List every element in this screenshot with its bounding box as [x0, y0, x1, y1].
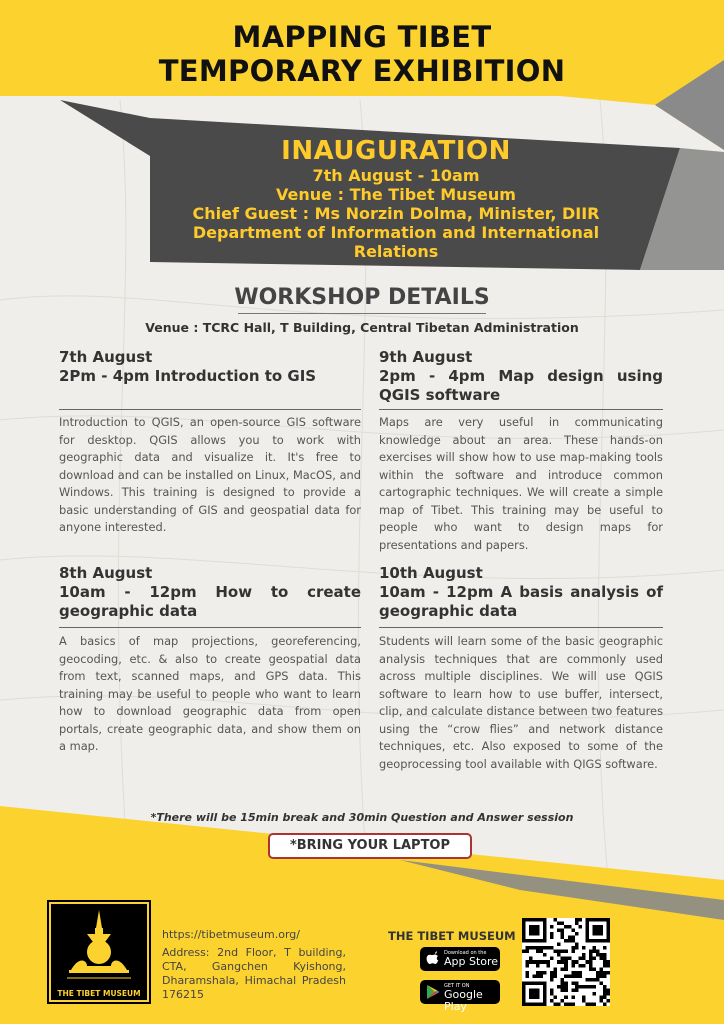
- session-topic: 2pm - 4pm Map design using QGIS software: [379, 367, 663, 404]
- title-line-2: TEMPORARY EXHIBITION: [158, 54, 566, 88]
- session-description: A basics of map projections, georeferencing, geocoding, etc. & also to create geospatial data from text, scanned maps, and GPS data. This training may be useful to people who want to learn how to download geographic data from open portals, create geographic data, and show them on a map.: [59, 634, 361, 753]
- logo-caption: THE TIBET MUSEUM: [57, 989, 141, 998]
- session-description: Introduction to QGIS, an open-source GIS software for desktop. QGIS allows you to work with geographic data and visualize it. It's free to download and can be installed on Linux, MacOS, and Windows. This training is designed to provide a basic understanding of GIS and geospatial data for anyone interested.: [59, 415, 361, 534]
- google-play-button[interactable]: [420, 980, 500, 1013]
- museum-label: THE TIBET MUSEUM: [388, 929, 516, 943]
- session-8-august: [59, 564, 361, 621]
- app-store-button[interactable]: [420, 947, 500, 971]
- inauguration-block: [150, 136, 642, 261]
- google-play-small-text: GET IT ON: [444, 983, 470, 989]
- department-line-2: Relations: [353, 242, 439, 261]
- inauguration-heading: INAUGURATION: [281, 136, 511, 166]
- session-date: 9th August: [379, 348, 473, 366]
- session-9-august: [379, 348, 663, 405]
- website-link[interactable]: https://tibetmuseum.org/: [162, 928, 300, 941]
- chief-guest: Chief Guest : Ms Norzin Dolma, Minister, DIIR: [192, 204, 600, 223]
- apple-icon: [425, 951, 440, 967]
- inauguration-venue: Venue : The Tibet Museum: [276, 185, 516, 204]
- google-play-icon: [425, 984, 440, 1000]
- session-topic: 10am - 12pm How to create geographic data: [59, 583, 361, 620]
- workshop-title-divider: [238, 313, 486, 314]
- exhibition-title: [0, 20, 724, 88]
- session-7-august: [59, 348, 361, 386]
- session-description: Students will learn some of the basic geographic analysis techniques that are commonly used across multiple disciplines. We will use QGIS software to learn how to use buffer, intersect, clip, and calculate distance between two features using the “crow flies” and network distance techniques, etc. Also exposed to some of the geoprocessing tool available with QIGS software.: [379, 634, 663, 771]
- title-line-1: MAPPING TIBET: [232, 20, 492, 54]
- session-date: 7th August: [59, 348, 153, 366]
- bring-laptop-badge: *BRING YOUR LAPTOP: [268, 833, 472, 859]
- session-divider: [59, 409, 361, 410]
- session-divider: [59, 627, 361, 628]
- session-description: Maps are very useful in communicating knowledge about an area. These hands-on exercises will show how to use map-making tools within the software and introduce common cartographic techniques. We will create a simple map of Tibet. This training may be useful to people who want to design maps for presentations and papers.: [379, 415, 663, 552]
- address: Address: 2nd Floor, T building, CTA, Gangchen Kyishong, Dharamshala, Himachal Pradesh 176215: [162, 946, 346, 1001]
- session-divider: [379, 409, 663, 410]
- workshop-title: WORKSHOP DETAILS: [234, 285, 490, 310]
- session-topic: 2Pm - 4pm Introduction to GIS: [59, 367, 317, 385]
- department-line-1: Department of Information and International: [192, 223, 600, 242]
- app-store-small-text: Download on the: [444, 950, 487, 956]
- qr-code[interactable]: [522, 918, 610, 1006]
- session-date: 8th August: [59, 564, 153, 582]
- session-divider: [379, 627, 663, 628]
- session-10-august: [379, 564, 663, 621]
- session-date: 10th August: [379, 564, 483, 582]
- app-store-label: App Store: [444, 955, 499, 968]
- tibet-museum-logo: [47, 900, 151, 1004]
- break-note: *There will be 15min break and 30min Question and Answer session: [150, 811, 574, 824]
- session-topic: 10am - 12pm A basis analysis of geographic data: [379, 583, 663, 620]
- workshop-venue: Venue : TCRC Hall, T Building, Central Tibetan Administration: [145, 320, 579, 335]
- google-play-label: Google Play: [444, 988, 483, 1013]
- inauguration-date: 7th August - 10am: [312, 166, 480, 185]
